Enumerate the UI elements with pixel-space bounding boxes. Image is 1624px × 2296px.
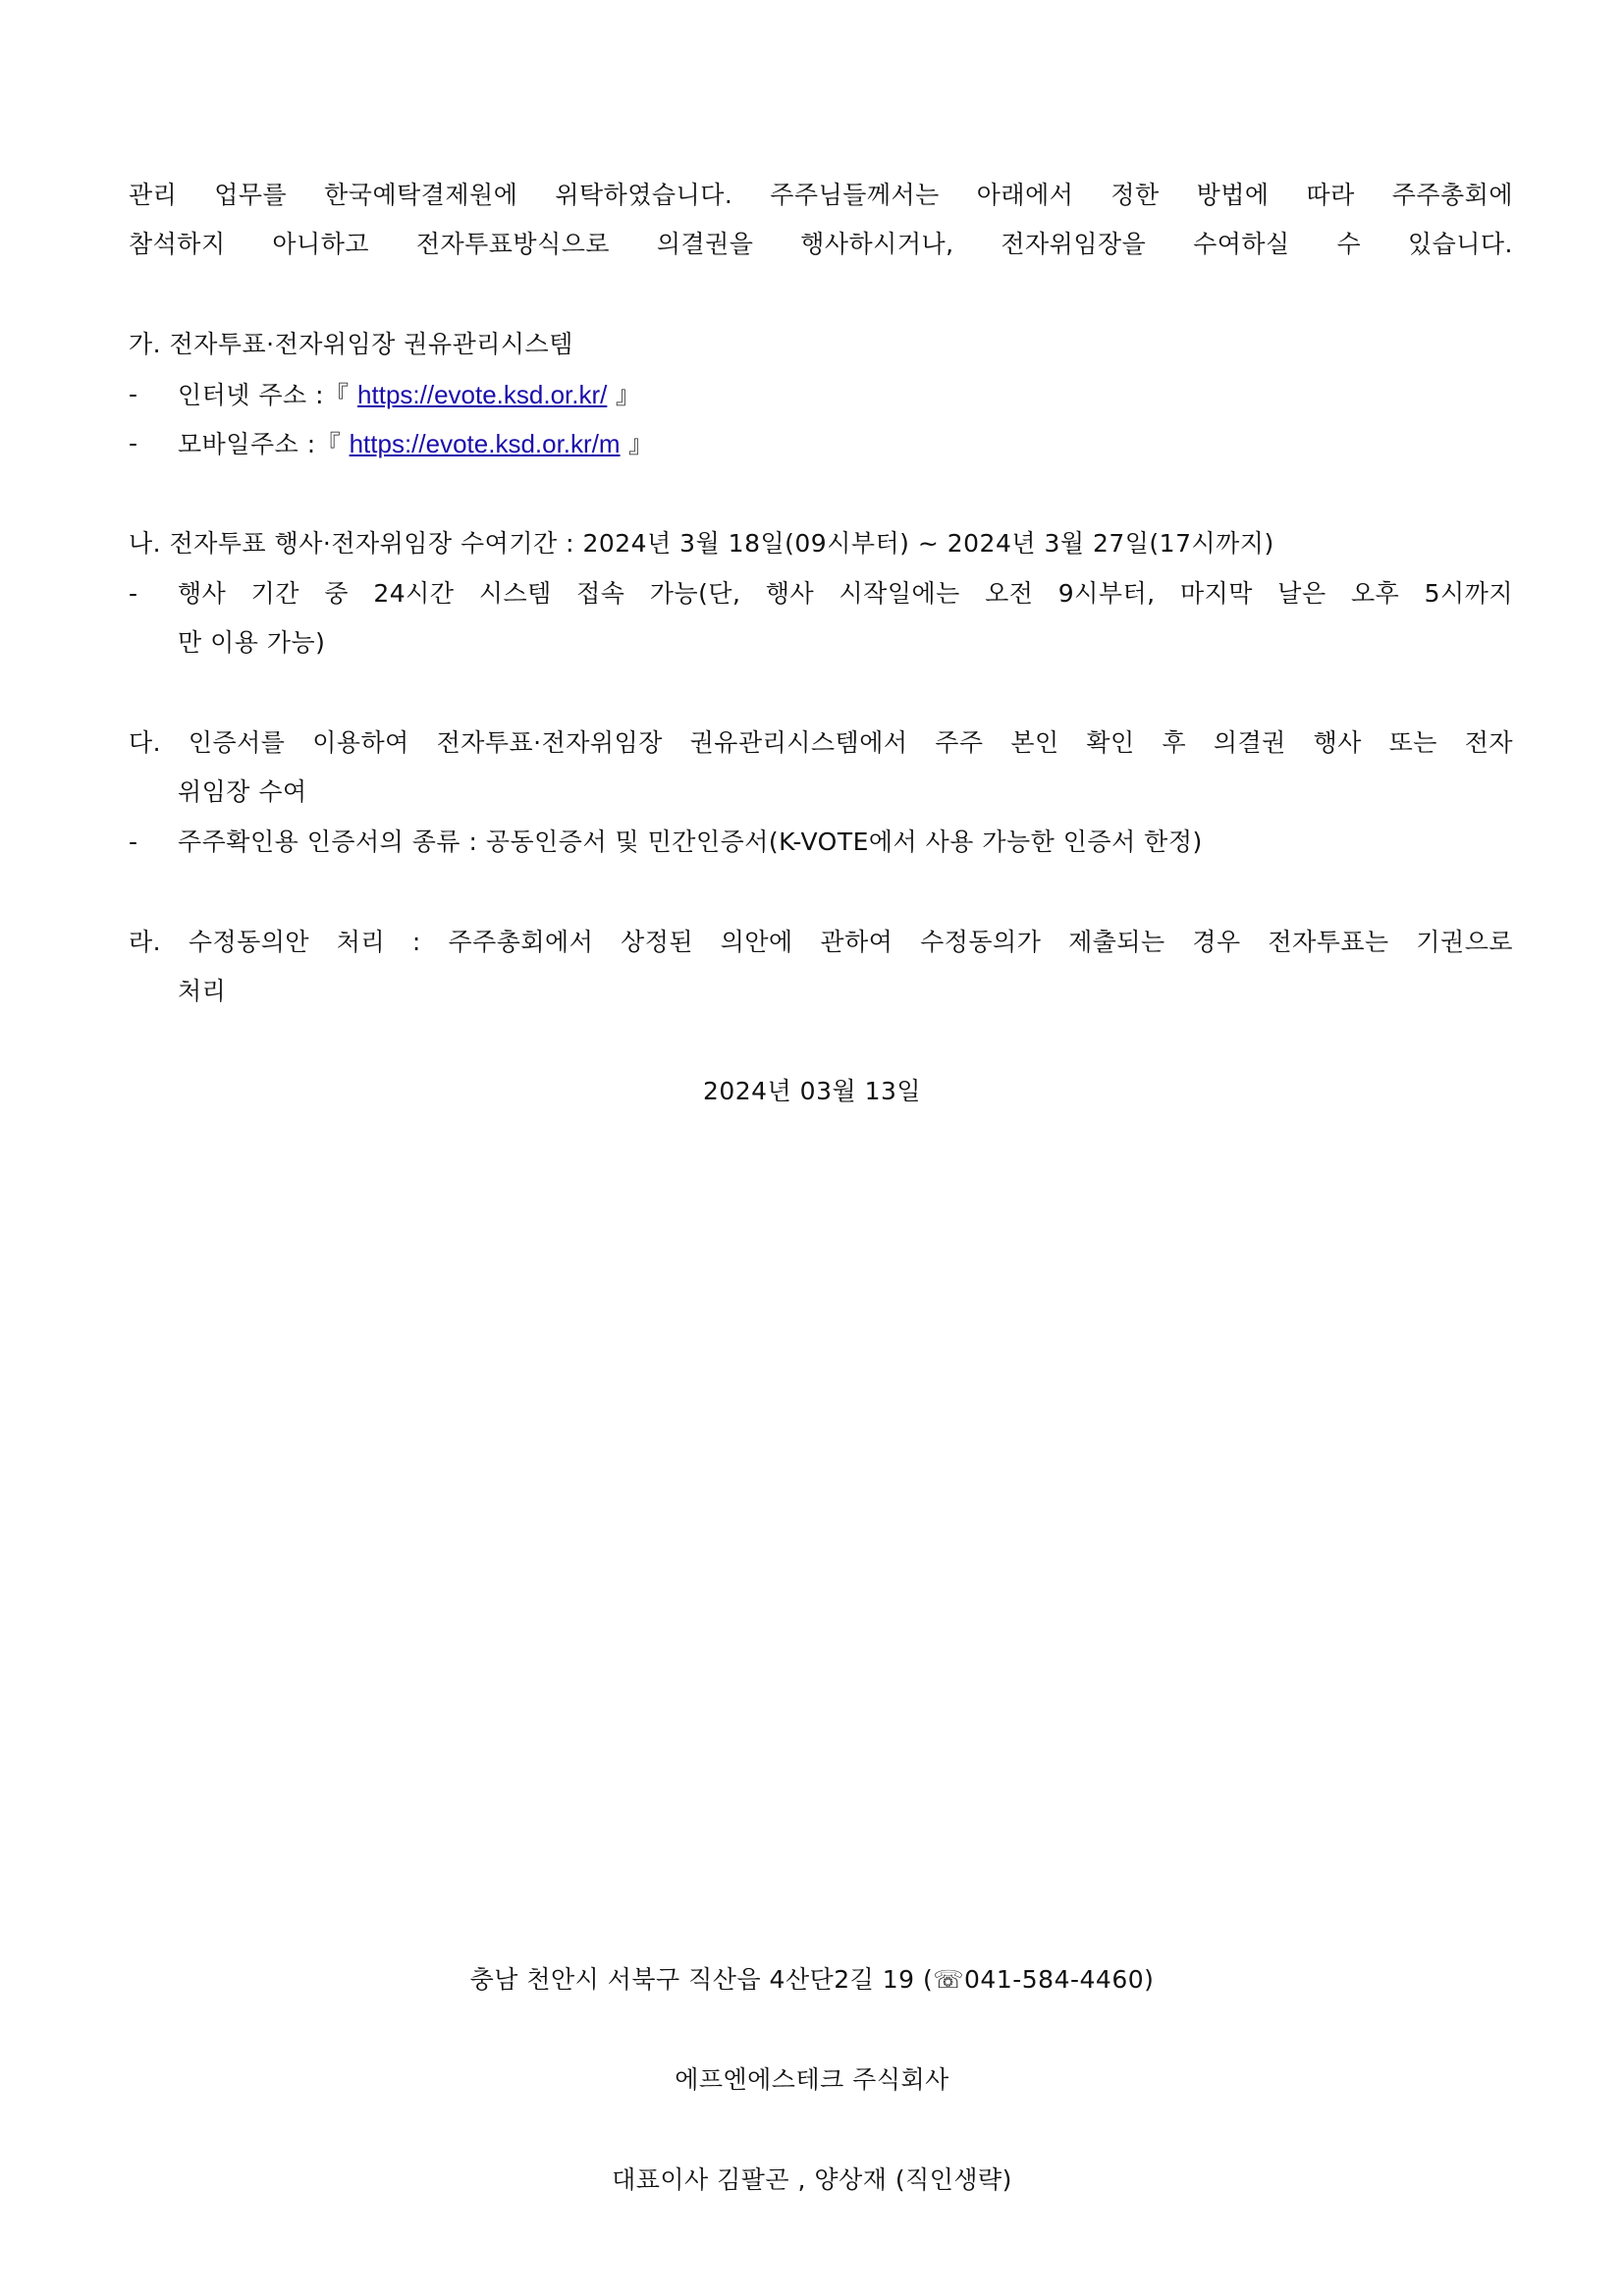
internet-address-label: 인터넷 주소 :『 — [178, 381, 350, 409]
section-na-bullet-line-1: 행사 기간 중 24시간 시스템 접속 가능(단, 행사 시작일에는 오전 9시부터, 마지막 날은 오후 5시까지 — [178, 579, 1513, 608]
company-address: 충남 천안시 서북구 직산읍 4산단2길 19 (☏041-584-4460) — [469, 1965, 1155, 1994]
company-name: 에프엔에스테크 주식회사 — [675, 2065, 949, 2094]
internet-address-row — [178, 379, 1513, 411]
section-da-line-1: 다. 인증서를 이용하여 전자투표·전자위임장 권유관리시스템에서 주주 본인 확인 후 의결권 행사 또는 전자 — [129, 728, 1513, 757]
intro-line-1: 관리 업무를 한국예탁결제원에 위탁하였습니다. 주주님들께서는 아래에서 정한 방법에 따라 주주총회에 — [129, 181, 1513, 209]
bullet-dash: - — [129, 429, 138, 457]
bullet-dash: - — [129, 380, 138, 408]
representative-signature: 대표이사 김팔곤 , 양상재 (직인생략) — [612, 2165, 1012, 2194]
section-na-bullet-line-2: 만 이용 가능) — [178, 628, 326, 657]
intro-line-2: 참석하지 아니하고 전자투표방식으로 의결권을 행사하시거나, 전자위임장을 수여하실 수 있습니다. — [129, 230, 1513, 258]
section-ga-title: 가. 전자투표·전자위임장 권유관리시스템 — [129, 330, 573, 358]
internet-address-link[interactable]: https://evote.ksd.or.kr/ — [357, 380, 608, 409]
section-na-title: 나. 전자투표 행사·전자위임장 수여기간 : 2024년 3월 18일(09시부터) ~ 2024년 3월 27일(17시까지) — [129, 529, 1274, 558]
section-da-bullet: 주주확인용 인증서의 종류 : 공동인증서 및 민간인증서(K-VOTE에서 사용 가능한 인증서 한정) — [178, 828, 1203, 856]
bullet-dash: - — [129, 828, 138, 856]
close-bracket: 』 — [628, 430, 654, 458]
section-ra-line-1: 라. 수정동의안 처리 : 주주총회에서 상정된 의안에 관하여 수정동의가 제출되는 경우 전자투표는 기권으로 — [129, 928, 1513, 956]
section-da-line-2: 위임장 수여 — [178, 777, 307, 806]
mobile-address-label: 모바일주소 :『 — [178, 430, 342, 458]
mobile-address-link[interactable]: https://evote.ksd.or.kr/m — [349, 429, 621, 458]
close-bracket: 』 — [615, 381, 641, 409]
section-ra-line-2: 처리 — [178, 977, 227, 1005]
document-date: 2024년 03월 13일 — [702, 1077, 922, 1105]
mobile-address-row — [178, 428, 1513, 460]
bullet-dash: - — [129, 579, 138, 608]
